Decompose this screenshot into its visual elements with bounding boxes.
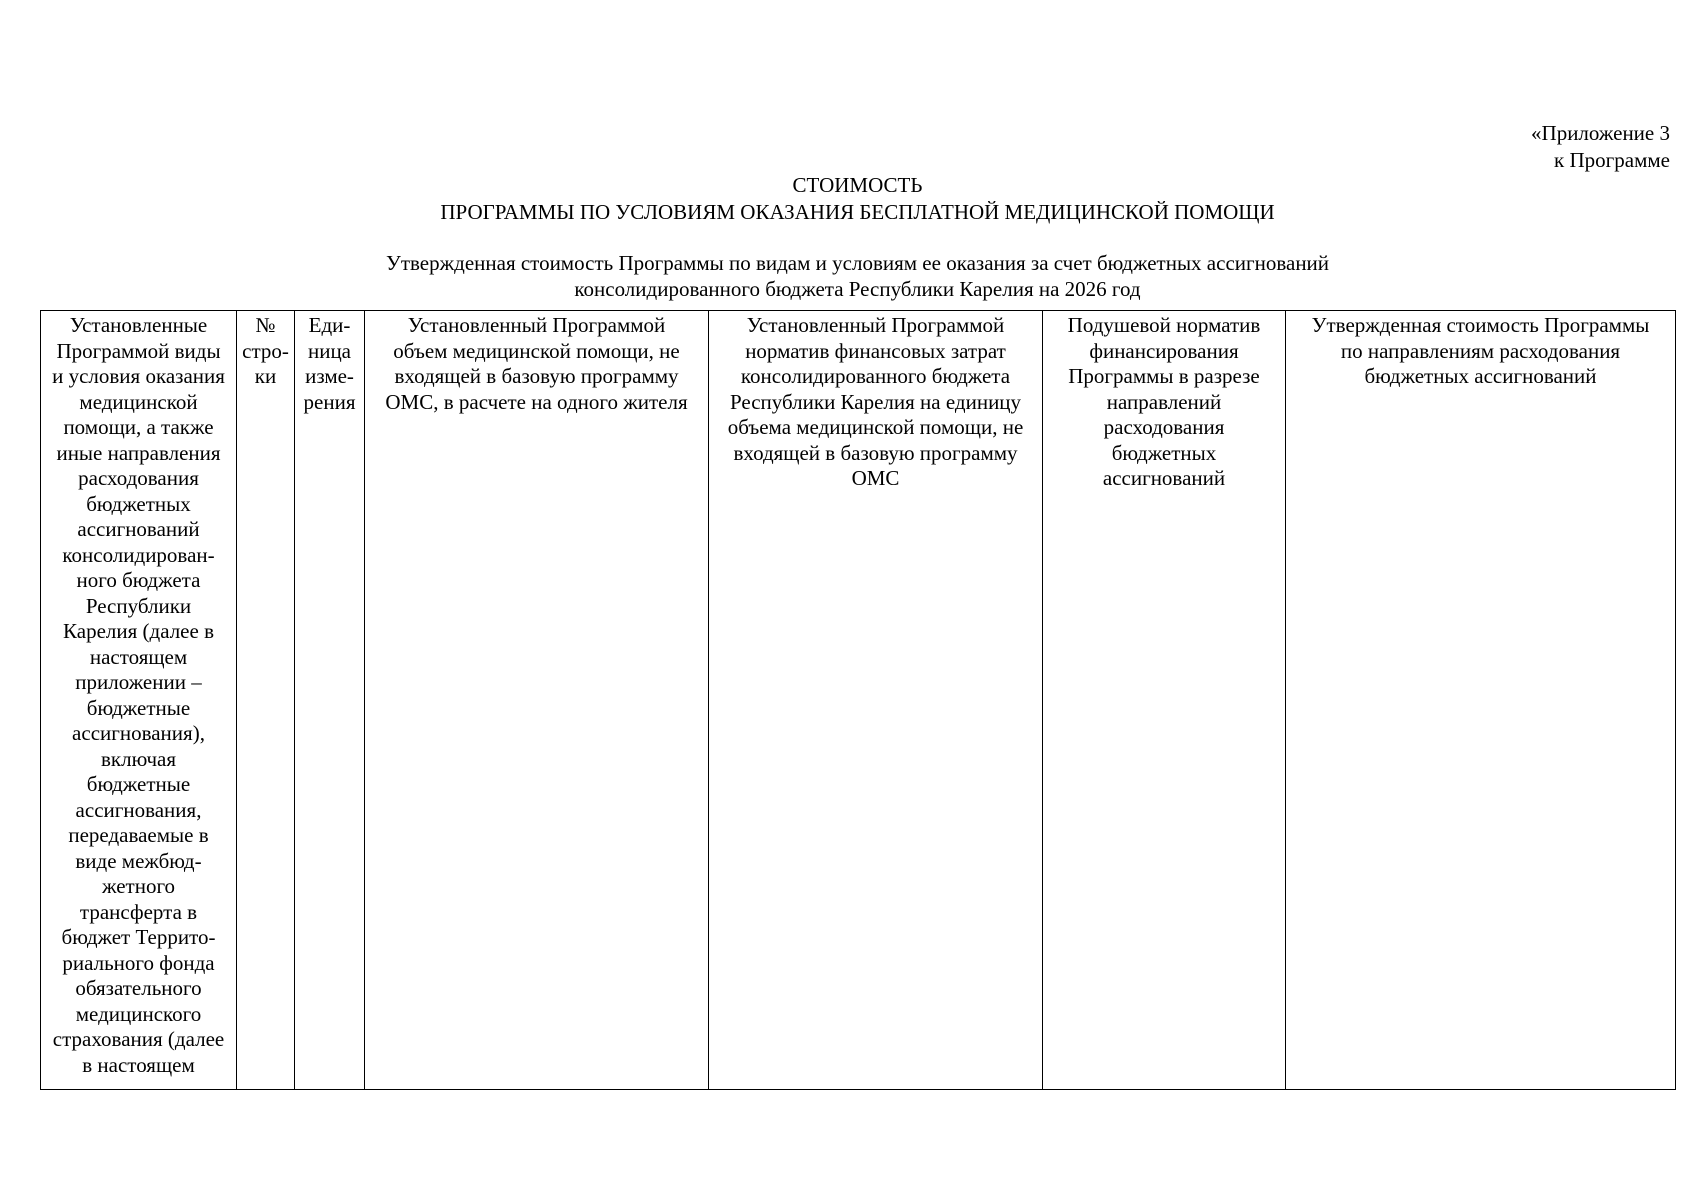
caption-line-1: Утвержденная стоимость Программы по видам и условиям ее оказания за счет бюджетных ассигнований (385, 251, 1330, 275)
header-cell-cost-norm (709, 311, 1043, 1090)
header-care-types-label: Установленные Программой виды и условия оказания медицинской помощи, а также иные направления расходования бюджетных ассигнований консолидирован- ного бюджета Республики Карелия (далее в настоящем приложении – бюджетные ассигнования), включая бюджетные ассигнования, передаваемые в виде межбюд- жетного трансферта в бюджет Террито- риального фонда обязательного медицинского страхования (далее в настоящем (52, 313, 225, 1077)
caption-line-2: консолидированного бюджета Республики Карелия на 2026 год (574, 277, 1141, 301)
header-cell-row-number (237, 311, 295, 1090)
header-cell-volume (365, 311, 709, 1090)
header-row-number-label: № стро- ки (242, 313, 289, 388)
header-cost-norm-label: Установленный Программой норматив финансовых затрат консолидированного бюджета Республики Карелия на единицу объема медицинской помощи, не входящей в базовую программу ОМС (727, 313, 1024, 490)
header-row (41, 311, 1676, 1090)
title-line-1: СТОИМОСТЬ (792, 173, 923, 197)
header-volume-label: Установленный Программой объем медицинской помощи, не входящей в базовую программу ОМС, в расчете на одного жителя (385, 313, 688, 414)
appendix-program-ref: к Программе (1554, 148, 1670, 172)
header-cell-care-types (41, 311, 237, 1090)
table-header (41, 311, 1676, 1090)
title-line-2: ПРОГРАММЫ ПО УСЛОВИЯМ ОКАЗАНИЯ БЕСПЛАТНОЙ МЕДИЦИНСКОЙ ПОМОЩИ (440, 200, 1275, 224)
header-unit-label: Еди- ница изме- рения (303, 313, 356, 414)
header-cell-unit (295, 311, 365, 1090)
header-cell-per-capita (1043, 311, 1286, 1090)
header-approved-cost-label: Утвержденная стоимость Программы по направлениям расходования бюджетных ассигнований (1311, 313, 1650, 388)
document-title (0, 172, 1697, 226)
cost-table (40, 310, 1676, 1090)
table-caption (0, 250, 1697, 302)
header-per-capita-label: Подушевой норматив финансирования Программы в разрезе направлений расходования бюджетных ассигнований (1067, 313, 1261, 490)
appendix-reference (1531, 120, 1670, 174)
header-cell-approved-cost (1286, 311, 1676, 1090)
appendix-number: «Приложение 3 (1531, 121, 1670, 145)
